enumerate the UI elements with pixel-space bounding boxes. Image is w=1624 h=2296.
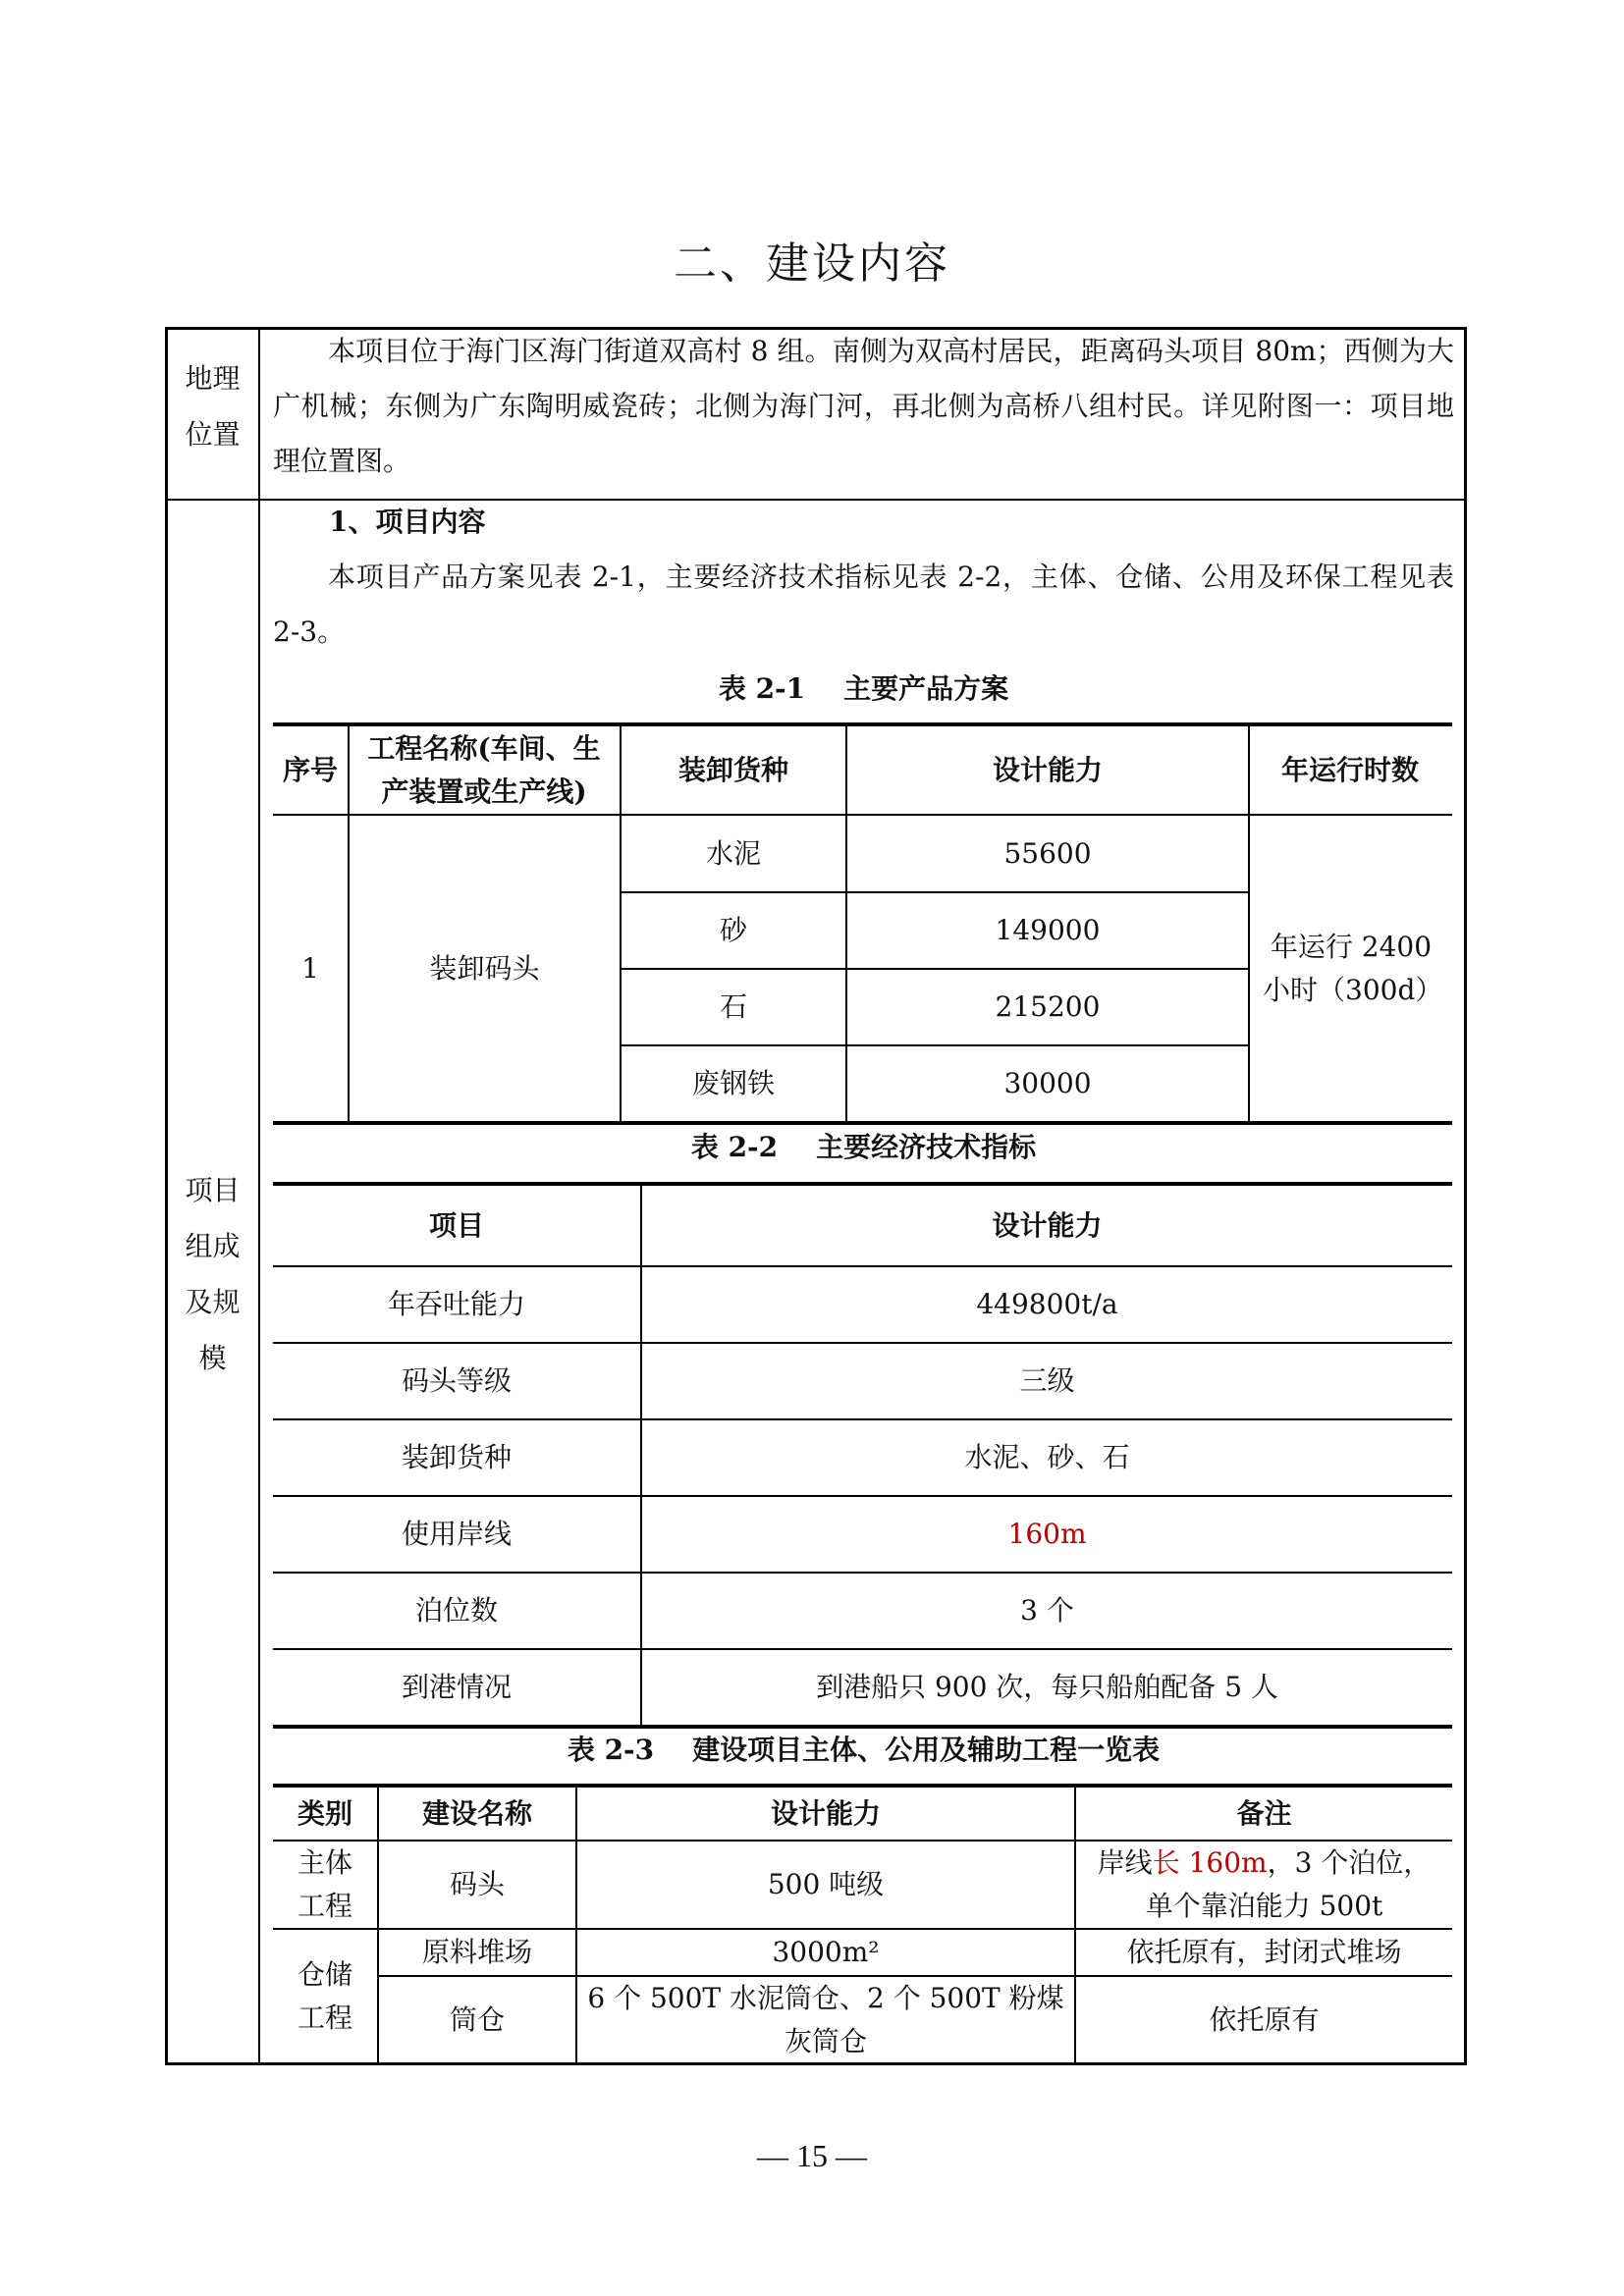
table1-header-capacity: 设计能力	[992, 753, 1103, 786]
location-text: 本项目位于海门区海门街道双高村 8 组。南侧为双高村居民，距离码头项目 80m；西侧为大广机械；东侧为广东陶明威瓷砖；北侧为海门河，再北侧为高桥八组村民。详见附图一：项目地理位置图。	[273, 335, 1454, 477]
table3-yard-name: 原料堆场	[421, 1936, 532, 1968]
table2-item: 码头等级	[401, 1364, 512, 1397]
table2-header-item: 项目	[428, 1208, 484, 1242]
table3-yard-capacity: 3000m²	[772, 1936, 880, 1968]
intro-text: 本项目产品方案见表 2-1，主要经济技术指标见表 2-2，主体、仓储、公用及环保工程见表 2-3。	[273, 561, 1454, 648]
table2-item: 装卸货种	[401, 1441, 512, 1473]
table3-storage-category: 仓储工程	[297, 1958, 352, 2034]
table2-value: 水泥、砂、石	[964, 1441, 1130, 1473]
table2-header-value: 设计能力	[992, 1208, 1103, 1242]
table1-cargo: 石	[719, 990, 747, 1023]
table1-caption: 表 2-1 主要产品方案	[718, 672, 1009, 705]
table3-main-note: 岸线长 160m，3 个泊位，单个靠泊能力 500t	[1097, 1846, 1432, 1922]
table1-header-project: 工程名称(车间、生产装置或生产线)	[367, 731, 601, 808]
table2-caption: 表 2-2 主要经济技术指标	[690, 1131, 1037, 1163]
table2-value: 到港船只 900 次，每只船舶配备 5 人	[816, 1671, 1278, 1703]
table3-header-capacity: 设计能力	[770, 1796, 881, 1830]
table1-capacity: 55600	[1003, 836, 1092, 870]
table1-header-seq: 序号	[282, 753, 338, 786]
table3-silo-capacity: 6 个 500T 水泥筒仓、2 个 500T 粉煤灰筒仓	[587, 1982, 1064, 2057]
table1-header-runtime: 年运行时数	[1280, 753, 1419, 786]
table3-silo-note: 依托原有	[1209, 2003, 1320, 2036]
table3-main-name: 码头	[449, 1868, 505, 1900]
column-divider	[258, 327, 260, 2065]
table3-header-note: 备注	[1236, 1796, 1292, 1830]
table2-item: 到港情况	[401, 1671, 512, 1703]
table2-value: 三级	[1019, 1364, 1075, 1397]
table1-seq: 1	[301, 951, 319, 985]
section-heading: 1、项目内容	[329, 506, 486, 538]
table2-value: 160m	[1007, 1518, 1087, 1550]
table1-cargo: 废钢铁	[691, 1067, 775, 1099]
table2-value: 449800t/a	[976, 1288, 1118, 1320]
table1-capacity: 149000	[995, 914, 1101, 946]
table3-main-capacity: 500 吨级	[767, 1868, 885, 1900]
table1-capacity: 215200	[995, 990, 1101, 1023]
table1-capacity: 30000	[1003, 1067, 1092, 1099]
page-number: — 15 —	[757, 2138, 867, 2173]
table3-main-category: 主体工程	[297, 1846, 352, 1922]
table1-project: 装卸码头	[429, 951, 540, 985]
table3-silo-name: 筒仓	[449, 2003, 505, 2036]
table2-item: 泊位数	[414, 1594, 498, 1627]
table1-cargo: 水泥	[705, 836, 761, 870]
table3-caption: 表 2-3 建设项目主体、公用及辅助工程一览表	[567, 1734, 1161, 1766]
table1-header-cargo: 装卸货种	[677, 753, 788, 786]
table2-value: 3 个	[1020, 1594, 1074, 1627]
table3-yard-note: 依托原有，封闭式堆场	[1126, 1936, 1402, 1968]
location-label: 地理 位置	[185, 362, 241, 451]
table3-header-name: 建设名称	[421, 1796, 532, 1830]
composition-label: 项目 组成 及规 模	[185, 1174, 241, 1374]
table1-runtime: 年运行 2400 小时（300d）	[1263, 930, 1443, 1006]
table3-header-category: 类别	[297, 1796, 352, 1830]
table2-item: 使用岸线	[401, 1518, 512, 1550]
page-title: 二、建设内容	[674, 239, 950, 289]
table1-cargo: 砂	[719, 914, 747, 946]
table2-item: 年吞吐能力	[387, 1288, 525, 1320]
